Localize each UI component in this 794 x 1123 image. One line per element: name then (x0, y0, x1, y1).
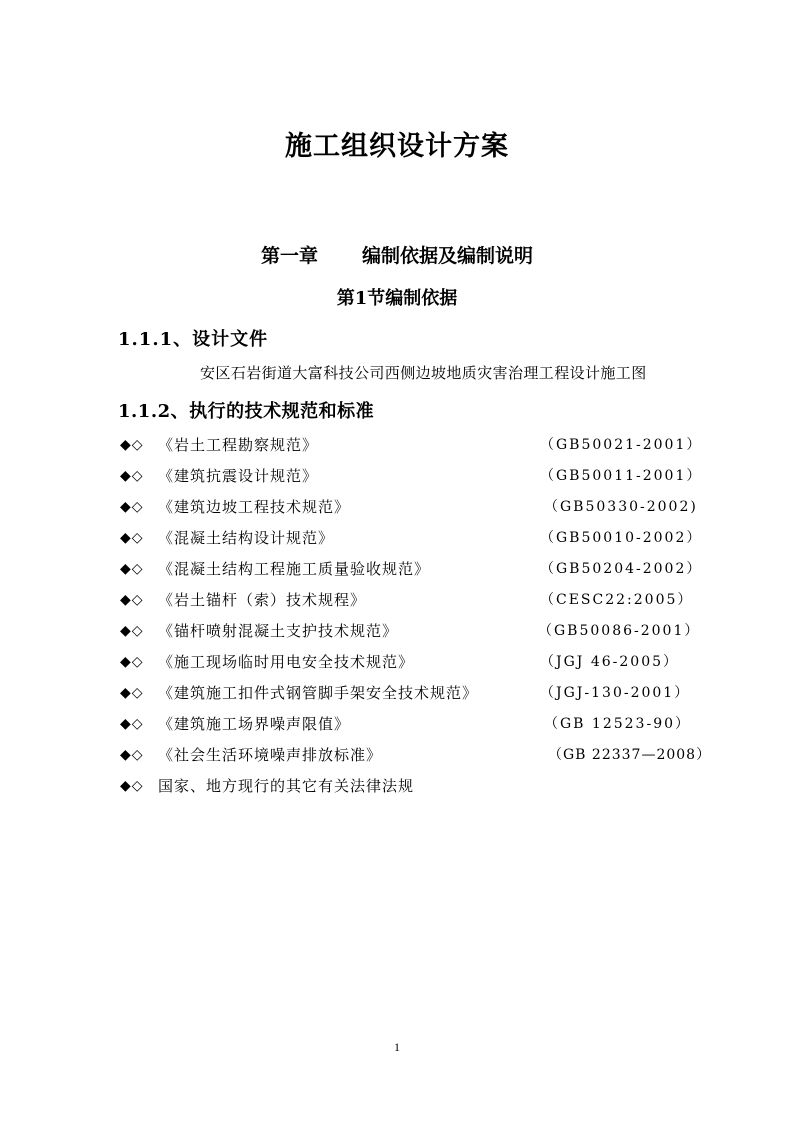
list-item (120, 495, 700, 526)
list-item (120, 433, 703, 464)
list-item (120, 619, 700, 650)
list-item (120, 774, 700, 805)
document-title: 施工组织设计方案 (285, 131, 509, 162)
chapter-title: 编制依据及编制说明 (362, 245, 534, 267)
standard-name: 《混凝土结构工程施工质量验收规范》 (158, 560, 431, 578)
diamond-bullet-icon: ◆◇ (120, 716, 144, 732)
standard-code: （CESC22:2005） (540, 592, 694, 608)
standard-code: （GB50021-2001） (540, 437, 703, 453)
subsection-heading-standards: 1.1.2、执行的技术规范和标准 (118, 401, 375, 422)
chapter-number: 第一章 (260, 245, 318, 267)
standards-list (120, 433, 712, 805)
section-heading: 第1节编制依据 (336, 288, 458, 309)
standard-code: （GB 12523-90） (544, 716, 692, 732)
diamond-bullet-icon: ◆◇ (120, 530, 144, 546)
diamond-bullet-icon: ◆◇ (120, 747, 144, 763)
standard-name: 《建筑边坡工程技术规范》 (158, 498, 351, 516)
diamond-bullet-icon: ◆◇ (120, 437, 144, 453)
page-number: 1 (394, 1040, 400, 1054)
chapter-heading (0, 241, 794, 268)
diamond-bullet-icon: ◆◇ (120, 623, 144, 639)
standard-name: 《建筑施工场界噪声限值》 (158, 715, 351, 733)
list-item (120, 712, 700, 743)
standard-name: 《社会生活环境噪声排放标准》 (158, 746, 383, 764)
list-item (120, 650, 700, 681)
list-item (120, 743, 712, 774)
diamond-bullet-icon: ◆◇ (120, 685, 144, 701)
standard-code: （GB50011-2001） (540, 468, 703, 484)
diamond-bullet-icon: ◆◇ (120, 778, 144, 794)
standard-code: （GB50086-2001） (538, 623, 701, 639)
list-item (120, 526, 703, 557)
list-item (120, 681, 700, 712)
subsection-heading-design-files: 1.1.1、设计文件 (118, 329, 269, 350)
list-item (120, 464, 703, 495)
standard-name: 国家、地方现行的其它有关法律法规 (158, 777, 415, 795)
standard-code: （GB50204-2002） (540, 561, 703, 577)
diamond-bullet-icon: ◆◇ (120, 654, 144, 670)
standard-name: 《混凝土结构设计规范》 (158, 529, 335, 547)
standard-name: 《施工现场临时用电安全技术规范》 (158, 653, 415, 671)
standard-name: 《锚杆喷射混凝土支护技术规范》 (158, 622, 399, 640)
diamond-bullet-icon: ◆◇ (120, 468, 144, 484)
list-item (120, 557, 703, 588)
standard-code: （JGJ-130-2001） (540, 685, 691, 701)
standard-code: （GB50330-2002) (544, 499, 698, 515)
diamond-bullet-icon: ◆◇ (120, 561, 144, 577)
standard-code: （GB50010-2002） (540, 530, 703, 546)
standard-name: 《建筑施工扣件式钢管脚手架安全技术规范》 (158, 684, 479, 702)
standard-name: 《岩土工程勘察规范》 (158, 436, 319, 454)
standard-name: 《岩土锚杆（索）技术规程》 (158, 591, 367, 609)
design-file-text: 安区石岩街道大富科技公司西侧边坡地质灾害治理工程设计施工图 (200, 364, 647, 382)
diamond-bullet-icon: ◆◇ (120, 499, 144, 515)
list-item (120, 588, 700, 619)
diamond-bullet-icon: ◆◇ (120, 592, 144, 608)
standard-code: （GB 22337—2008） (548, 747, 712, 763)
standard-code: （JGJ 46-2005） (540, 654, 680, 670)
standard-name: 《建筑抗震设计规范》 (158, 467, 319, 485)
